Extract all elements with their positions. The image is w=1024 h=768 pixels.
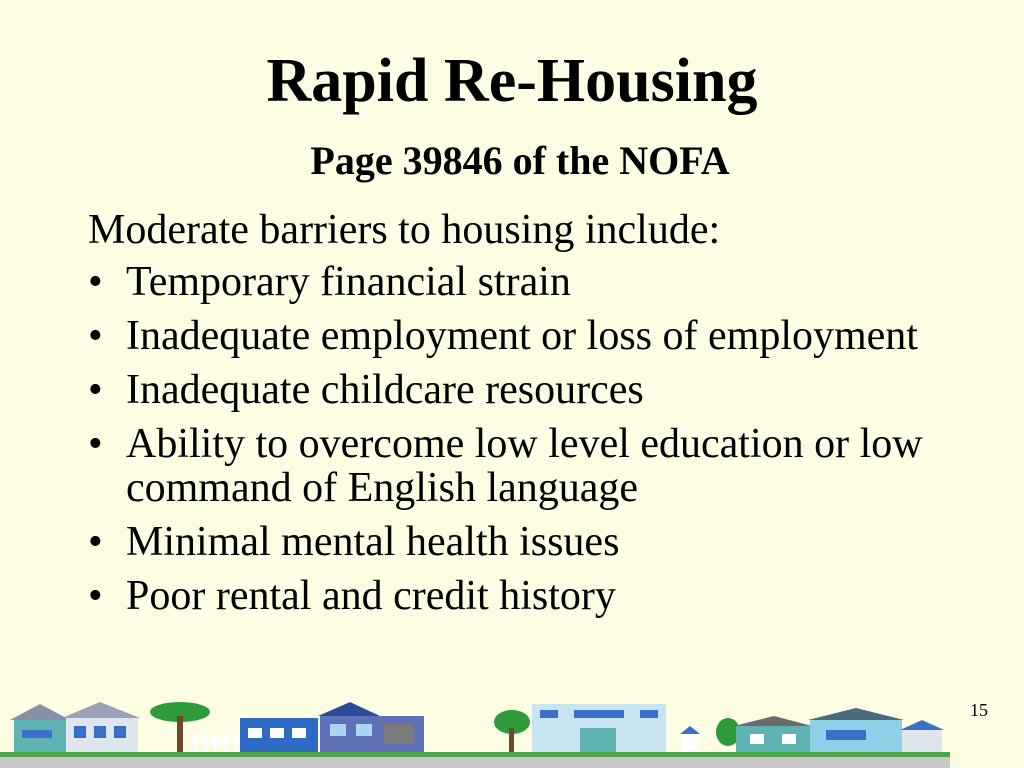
slide-title: Rapid Re-Housing (266, 47, 758, 115)
building-icon (532, 704, 666, 752)
neighborhood-clipart (0, 696, 950, 768)
fence-icon (190, 734, 238, 752)
bullet-list (88, 260, 948, 628)
bullet-dot: • (88, 259, 103, 305)
bullet-text: Ability to overcome low level education or low command of English language (126, 421, 923, 511)
bullet-dot: • (88, 313, 103, 359)
bullet-item (88, 520, 948, 564)
bullet-dot: • (88, 573, 103, 619)
house-icon (734, 716, 812, 752)
house-icon (808, 708, 904, 752)
house-icon (62, 702, 140, 752)
bullet-text: Inadequate employment or loss of employment (126, 313, 918, 359)
bullet-item (88, 574, 948, 618)
bullet-dot: • (88, 519, 103, 565)
bullet-dot: • (88, 421, 103, 467)
bullet-item (88, 422, 948, 510)
tree-icon (494, 710, 530, 752)
shop-icon (240, 718, 318, 752)
bullet-text: Minimal mental health issues (126, 519, 620, 565)
bullet-item (88, 314, 948, 358)
bullet-text: Poor rental and credit history (126, 573, 616, 619)
house-icon (680, 726, 700, 752)
bullet-item (88, 368, 948, 412)
tree-icon (150, 702, 210, 752)
shop-icon (318, 702, 424, 752)
intro-text: Moderate barriers to housing include: (88, 207, 721, 253)
house-icon (900, 720, 944, 752)
slide-subtitle: Page 39846 of the NOFA (310, 138, 730, 183)
house-icon (10, 704, 70, 752)
bullet-dot: • (88, 367, 103, 413)
page-number: 15 (970, 700, 988, 720)
bullet-text: Temporary financial strain (126, 259, 571, 305)
bullet-item (88, 260, 948, 304)
bullet-text: Inadequate childcare resources (126, 367, 644, 413)
